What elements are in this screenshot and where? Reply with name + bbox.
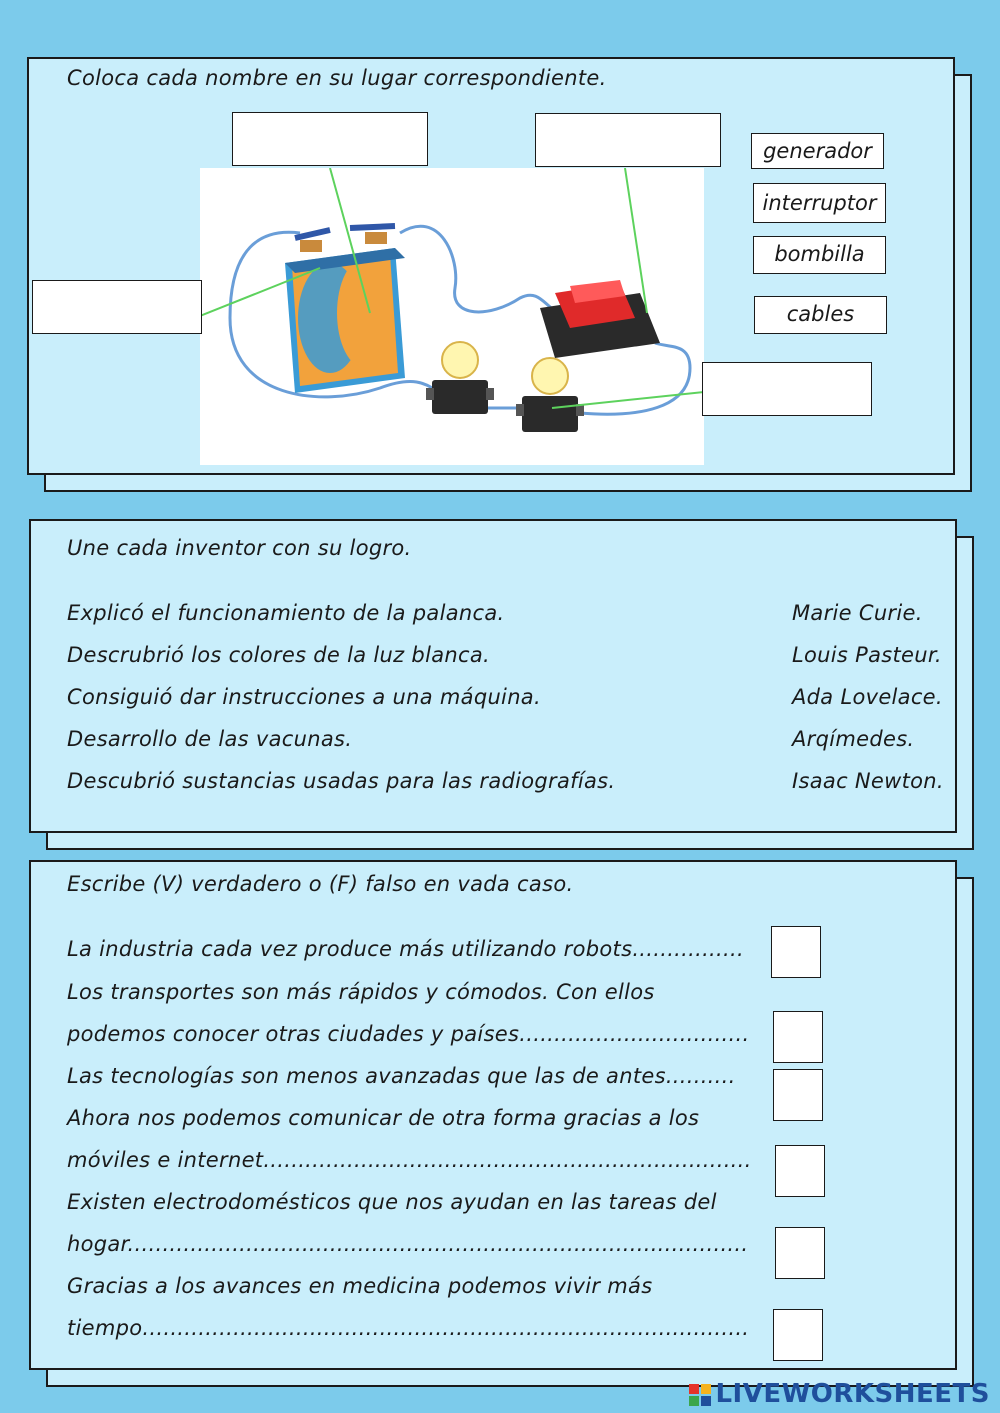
statement-5a: Existen electrodomésticos que nos ayudan en las tareas del bbox=[67, 1190, 717, 1214]
wire-top bbox=[400, 226, 560, 313]
section2-title: Une cada inventor con su logro. bbox=[67, 536, 412, 560]
word-generador[interactable]: generador bbox=[751, 133, 884, 169]
liveworksheets-brand: LIVEWORKSHEETS bbox=[715, 1379, 990, 1409]
liveworksheets-logo[interactable] bbox=[689, 1379, 990, 1409]
statement-2b: podemos conocer otras ciudades y países................................. bbox=[67, 1022, 750, 1046]
bulb-right-icon bbox=[516, 358, 584, 432]
answer-box-battery[interactable] bbox=[232, 112, 428, 166]
achievement-2[interactable]: Descrubrió los colores de la luz blanca. bbox=[67, 643, 490, 667]
vf-box-4[interactable] bbox=[775, 1145, 825, 1197]
achievement-5[interactable]: Descubrió sustancias usadas para las radiografías. bbox=[67, 769, 616, 793]
achievement-4[interactable]: Desarrollo de las vacunas. bbox=[67, 727, 353, 751]
vf-box-3[interactable] bbox=[773, 1069, 823, 1121]
statement-6b: tiempo....................................................................................... bbox=[67, 1316, 750, 1340]
achievement-3[interactable]: Consiguió dar instrucciones a una máquina. bbox=[67, 685, 541, 709]
statement-2a: Los transportes son más rápidos y cómodos. Con ellos bbox=[67, 980, 655, 1004]
statement-4b: móviles e internet...................................................................... bbox=[67, 1148, 752, 1172]
answer-box-switch[interactable] bbox=[535, 113, 721, 167]
achievement-1[interactable]: Explicó el funcionamiento de la palanca. bbox=[67, 601, 505, 625]
statement-1: La industria cada vez produce más utilizando robots................ bbox=[67, 937, 744, 961]
inventor-2[interactable]: Louis Pasteur. bbox=[792, 643, 942, 667]
battery-icon bbox=[285, 226, 405, 393]
pointer-switch bbox=[625, 168, 647, 313]
statement-4a: Ahora nos podemos comunicar de otra forma gracias a los bbox=[67, 1106, 700, 1130]
circuit-image bbox=[200, 168, 704, 465]
inventor-4[interactable]: Arqímedes. bbox=[792, 727, 915, 751]
inventor-5[interactable]: Isaac Newton. bbox=[792, 769, 944, 793]
inventor-3[interactable]: Ada Lovelace. bbox=[792, 685, 943, 709]
circuit-illustration bbox=[200, 168, 704, 465]
statement-6a: Gracias a los avances en medicina podemos vivir más bbox=[67, 1274, 653, 1298]
statement-5b: hogar......................................................................................... bbox=[67, 1232, 749, 1256]
section3-title: Escribe (V) verdadero o (F) falso en vada caso. bbox=[67, 872, 574, 896]
word-cables[interactable]: cables bbox=[754, 296, 887, 334]
vf-box-6[interactable] bbox=[773, 1309, 823, 1361]
bulb-left-icon bbox=[426, 342, 494, 414]
answer-box-bulb[interactable] bbox=[702, 362, 872, 416]
word-bombilla[interactable]: bombilla bbox=[753, 236, 886, 274]
vf-box-2[interactable] bbox=[773, 1011, 823, 1063]
word-interruptor[interactable]: interruptor bbox=[753, 183, 886, 223]
switch-icon bbox=[540, 280, 660, 358]
section1-title: Coloca cada nombre en su lugar correspondiente. bbox=[67, 66, 607, 90]
liveworksheets-logo-icon bbox=[689, 1383, 711, 1405]
answer-box-wire[interactable] bbox=[32, 280, 202, 334]
vf-box-5[interactable] bbox=[775, 1227, 825, 1279]
inventor-1[interactable]: Marie Curie. bbox=[792, 601, 923, 625]
statement-3: Las tecnologías son menos avanzadas que las de antes.......... bbox=[67, 1064, 736, 1088]
vf-box-1[interactable] bbox=[771, 926, 821, 978]
